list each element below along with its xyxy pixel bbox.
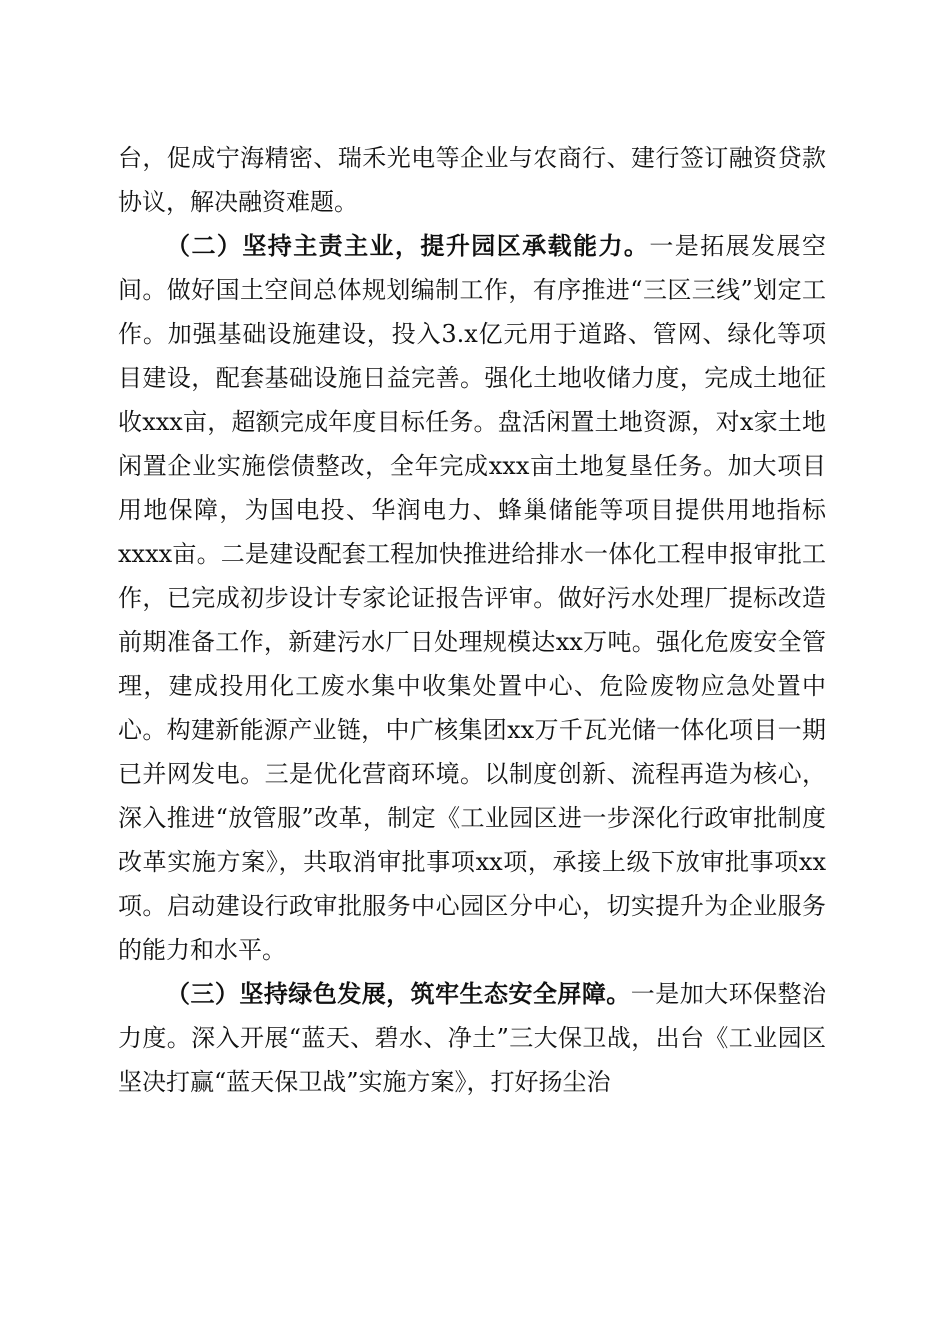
- section-heading: （三）坚持绿色发展，筑牢生态安全屏障。: [166, 979, 631, 1008]
- section-heading: （二）坚持主责主业，提升园区承载能力。: [166, 231, 650, 260]
- paragraph-continuation: [118, 136, 826, 224]
- paragraph-text: 一是加大环保整治力度。深入开展“蓝天、碧水、净土”三大保卫战，出台《工业园区坚决打赢“蓝天保卫战”实施方案》，打好扬尘治: [118, 980, 827, 1096]
- paragraph-text: 一是拓展发展空间。做好国土空间总体规划编制工作，有序推进“三区三线”划定工作。加强基础设施建设，投入3.x亿元用于道路、管网、绿化等项目建设，配套基础设施日益完善。强化土地收储力度，完成土地征收xxx亩，超额完成年度目标任务。盘活闲置土地资源，对x家土地闲置企业实施偿债整改，全年完成xxx亩土地复垦任务。加大项目用地保障，为国电投、华润电力、蜂巢储能等项目提供用地指标xxxx亩。二是建设配套工程加快推进给排水一体化工程申报审批工作，已完成初步设计专家论证报告评审。做好污水处理厂提标改造前期准备工作，新建污水厂日处理规模达xx万吨。强化危废安全管理，建成投用化工废水集中收集处置中心、危险废物应急处置中心。构建新能源产业链，中广核集团xx万千瓦光储一体化项目一期已并网发电。三是优化营商环境。以制度创新、流程再造为核心，深入推进“放管服”改革，制定《工业园区进一步深化行政审批制度改革实施方案》，共取消审批事项xx项，承接上级下放审批事项xx项。启动建设行政审批服务中心园区分中心，切实提升为企业服务的能力和水平。: [118, 232, 826, 964]
- document-body: [118, 136, 826, 1104]
- paragraph-text: 台，促成宁海精密、瑞禾光电等企业与农商行、建行签订融资贷款协议，解决融资难题。: [118, 144, 826, 216]
- paragraph-section-2: [118, 224, 826, 972]
- paragraph-section-3: [118, 972, 826, 1104]
